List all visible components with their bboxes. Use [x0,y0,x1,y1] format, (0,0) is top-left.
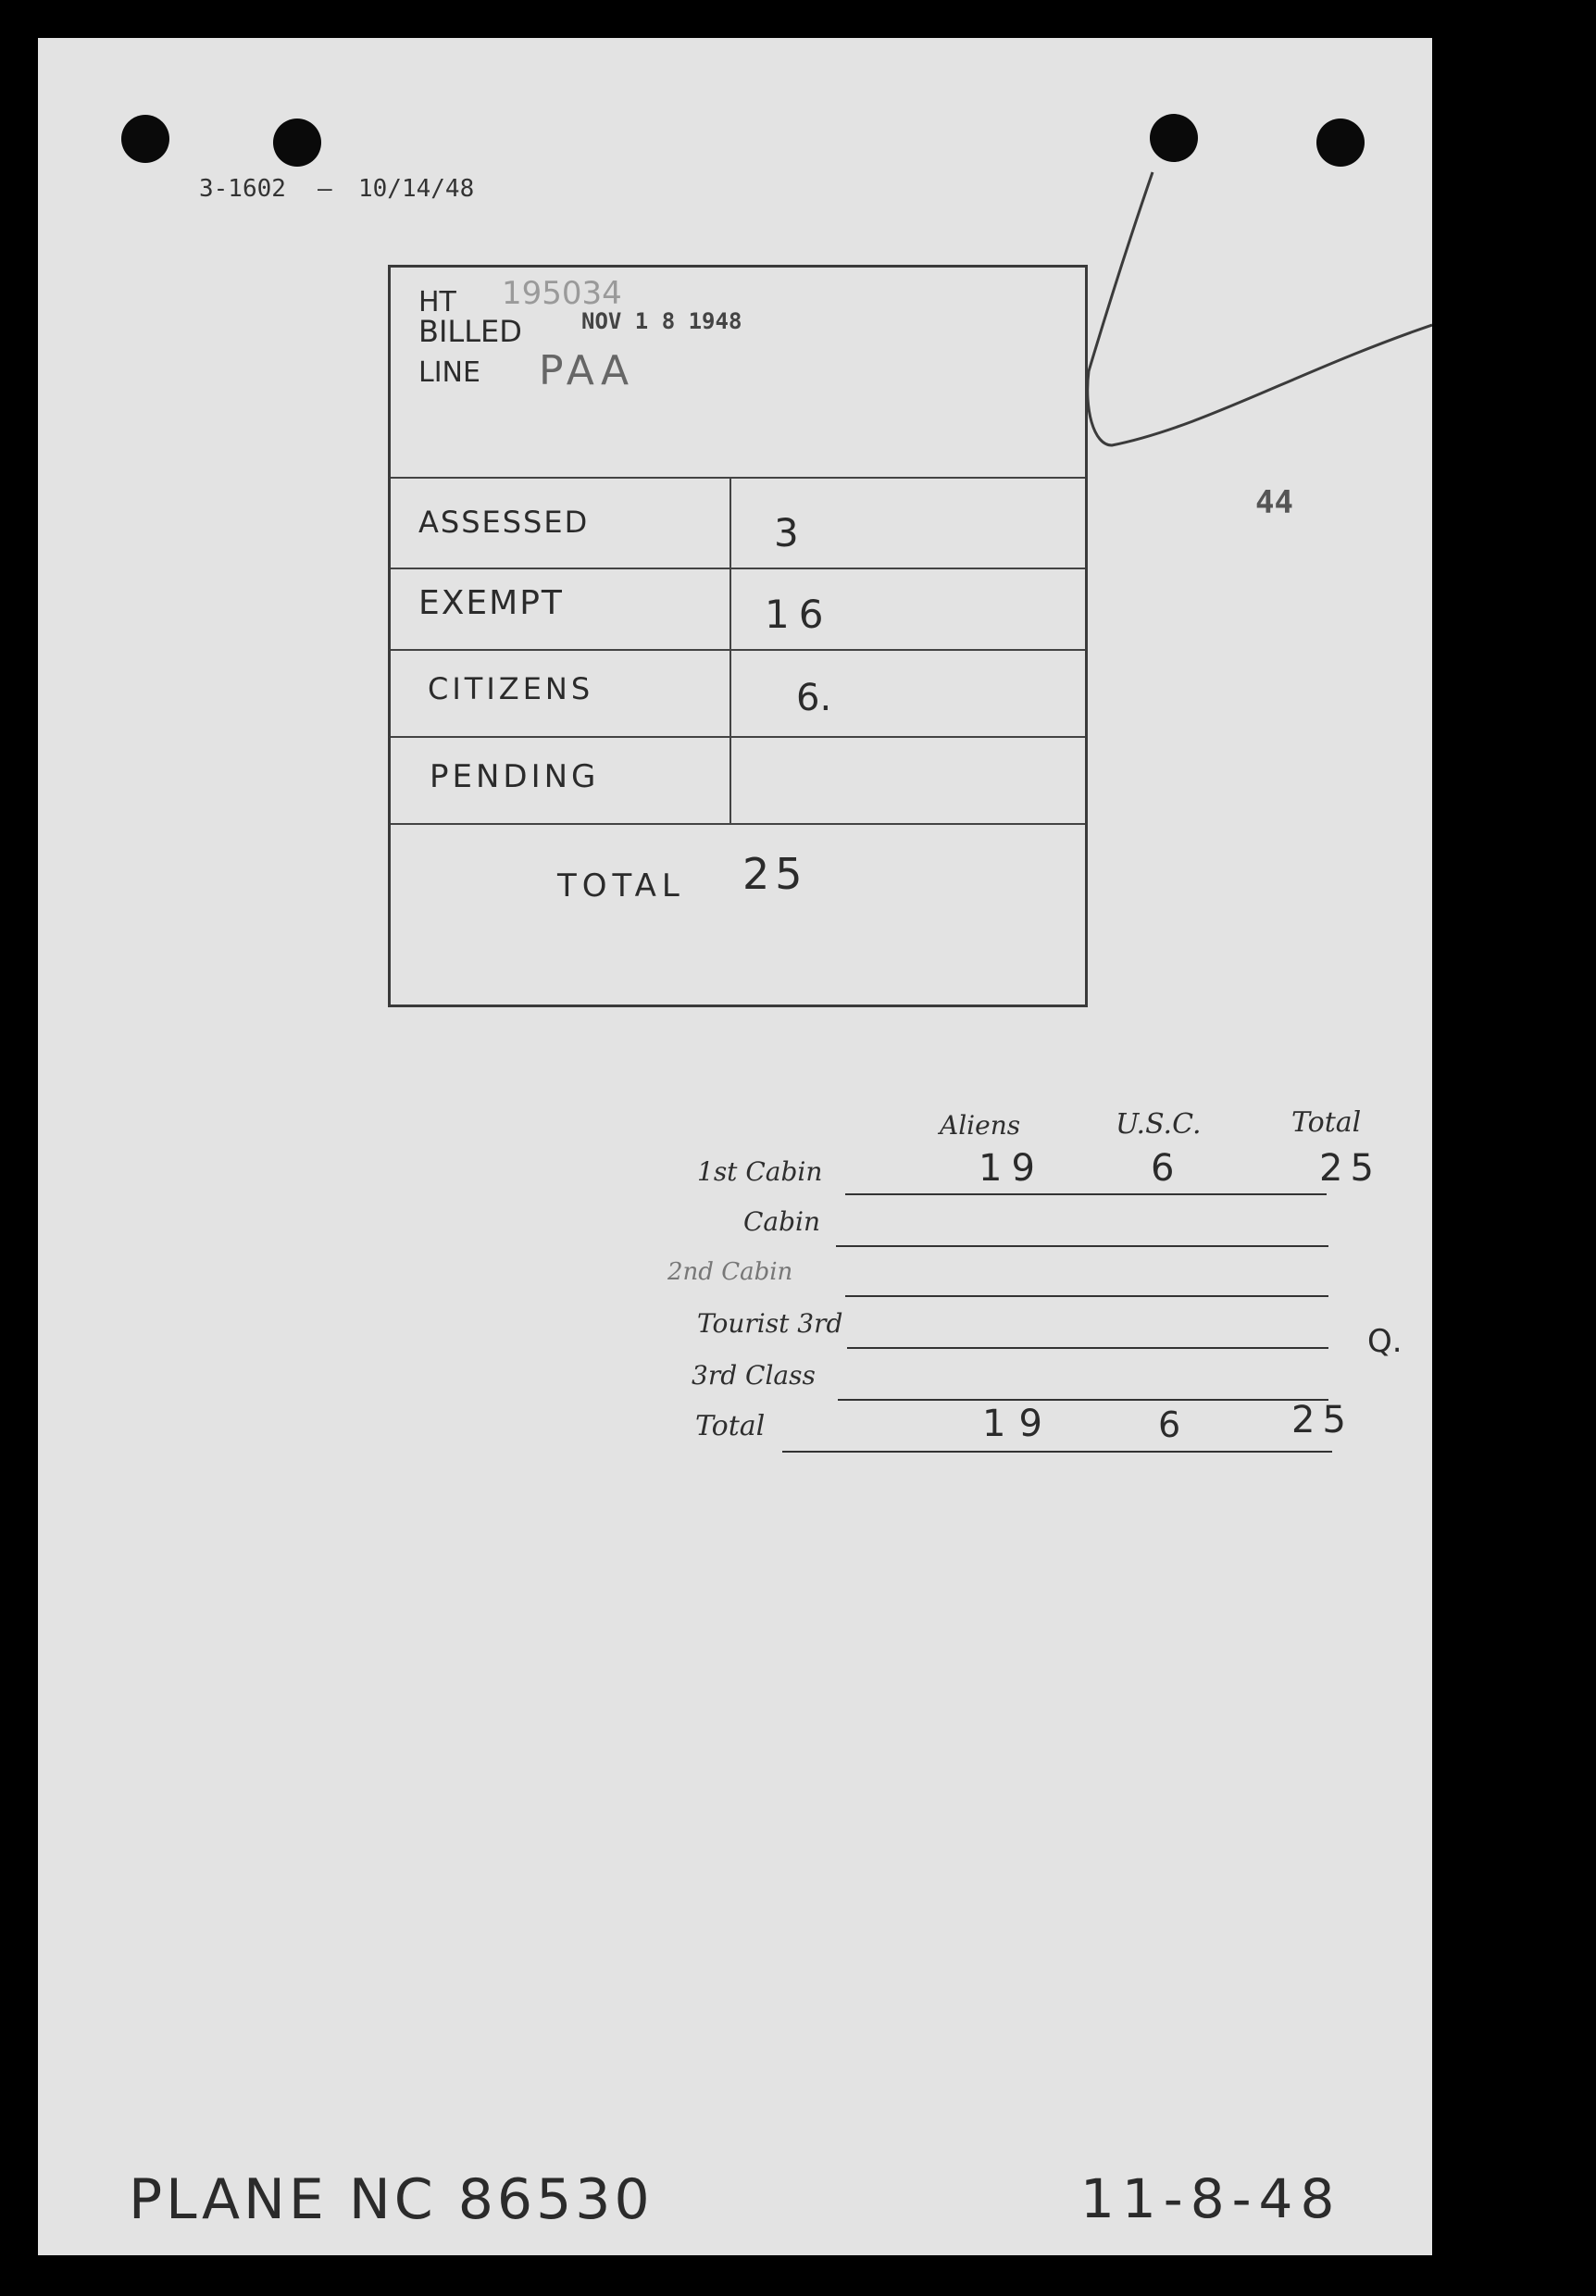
exempt-value: 16 [765,592,833,637]
total-total: 25 [1291,1399,1353,1441]
billed-label: BILLED [418,314,522,349]
first-cabin-usc: 6 [1151,1147,1175,1190]
line-value: PAA [539,347,635,394]
total-aliens: 19 [982,1403,1055,1445]
row-label-3rd-class: 3rd Class [692,1360,816,1391]
ht-label: HT [418,286,456,318]
pending-label: PENDING [430,758,600,795]
assessed-label: ASSESSED [418,505,590,540]
col-total: Total [1291,1106,1362,1139]
document-page [38,38,1432,2255]
plane-registration: PLANE NC 86530 [129,2167,654,2232]
row-label-cabin: Cabin [743,1206,821,1237]
billing-stamp [388,265,1088,1007]
exempt-label: EXEMPT [418,584,564,622]
file-number: 3-1602 [199,175,286,203]
row-label-total: Total [695,1410,766,1442]
col-aliens: Aliens [940,1110,1021,1141]
row-label-tourist-3rd: Tourist 3rd [697,1308,843,1339]
citizens-label: CITIZENS [428,671,594,706]
ht-number: 195034 [502,275,622,312]
header-date: 10/14/48 [358,175,475,203]
assessed-value: 3 [774,510,799,555]
first-cabin-aliens: 19 [979,1147,1044,1190]
col-usc: U.S.C. [1116,1108,1202,1141]
citizens-value: 6. [796,677,832,719]
billed-date: NOV 1 8 1948 [581,308,742,334]
margin-mark: Q. [1367,1323,1403,1360]
row-label-2nd-cabin: 2nd Cabin [667,1258,793,1286]
row-label-1st-cabin: 1st Cabin [697,1156,823,1187]
total-usc: 6 [1158,1404,1181,1445]
footer-date: 11-8-48 [1080,2167,1342,2230]
line-label: LINE [418,356,480,389]
total-label: TOTAL [557,867,685,905]
page-number: 44 [1255,484,1293,521]
header-dash: — [318,175,332,203]
total-value: 25 [742,849,808,899]
first-cabin-total: 25 [1319,1147,1381,1190]
